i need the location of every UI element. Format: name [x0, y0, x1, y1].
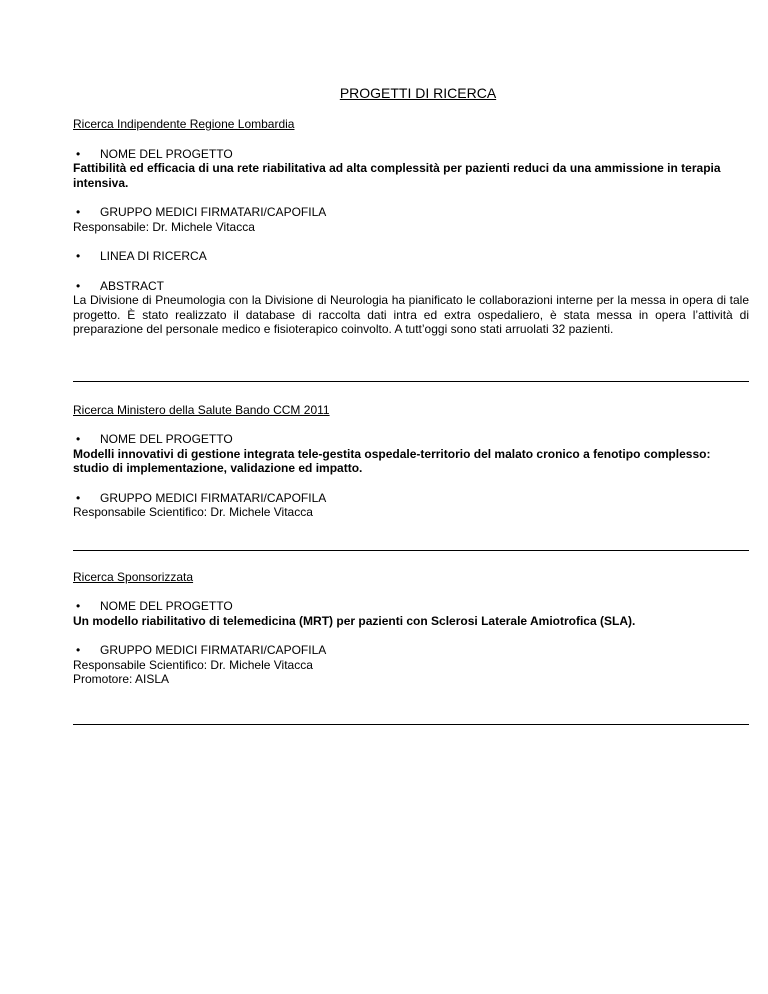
responsible-text: Responsabile: Dr. Michele Vitacca	[73, 219, 255, 234]
abstract-label: ABSTRACT	[100, 278, 165, 293]
section-heading: Ricerca Sponsorizzata	[73, 569, 194, 584]
group-label: GRUPPO MEDICI FIRMATARI/CAPOFILA	[100, 643, 327, 657]
bullet-icon: •	[76, 249, 81, 263]
group-label-row	[73, 643, 749, 658]
group-label: GRUPPO MEDICI FIRMATARI/CAPOFILA	[100, 205, 327, 219]
section-divider	[73, 724, 749, 725]
research-line-label: LINEA DI RICERCA	[100, 249, 207, 263]
project-name-label: NOME DEL PROGETTO	[100, 432, 233, 446]
abstract-text: La Divisione di Pneumologia con la Divisione di Neurologia ha pianificato le collaborazioni interne per la messa in opera di tale progetto. È stato realizzato il database di raccolta dati intra ed extra ospedaliero, è stata messa in opera l’attività di preparazione del personale medico e fisioterapico coinvolto. A tutt’oggi sono stati arruolati 32 pazienti.	[73, 293, 749, 336]
bullet-icon: •	[76, 146, 81, 161]
project-name-label: NOME DEL PROGETTO	[100, 599, 233, 613]
project-name-label-row	[73, 147, 749, 162]
section-heading: Ricerca Indipendente Regione Lombardia	[73, 117, 295, 131]
section-sponsorizzata	[73, 570, 749, 725]
bullet-icon: •	[76, 205, 81, 219]
project-name-label-row	[73, 432, 749, 447]
responsible-text: Responsabile Scientifico: Dr. Michele Vitacca	[73, 657, 313, 672]
project-name: Un modello riabilitativo di telemedicina (MRT) per pazienti con Sclerosi Laterale Amiotrofica (SLA).	[73, 613, 636, 628]
bullet-icon: •	[76, 490, 81, 505]
project-name-label: NOME DEL PROGETTO	[100, 146, 233, 161]
section-divider	[73, 381, 749, 382]
group-label: GRUPPO MEDICI FIRMATARI/CAPOFILA	[100, 490, 327, 505]
project-name: Modelli innovativi di gestione integrata tele-gestita ospedale-territorio del malato cronico a fenotipo complesso: studio di implementazione, validazione ed impatto.	[73, 446, 711, 475]
bullet-icon: •	[76, 643, 81, 657]
project-name: Fattibilità ed efficacia di una rete riabilitativa ad alta complessità per pazienti reduci da una ammissione in terapia intensiva.	[73, 161, 721, 190]
section-divider	[73, 550, 749, 551]
bullet-icon: •	[76, 432, 81, 446]
abstract-label-row	[73, 279, 749, 294]
group-label-row	[73, 205, 749, 220]
page-title: PROGETTI DI RICERCA	[339, 85, 497, 101]
section-heading: Ricerca Ministero della Salute Bando CCM 2011	[73, 402, 330, 417]
section-ministero-salute	[73, 403, 749, 551]
group-label-row	[73, 491, 749, 506]
responsible-text: Responsabile Scientifico: Dr. Michele Vitacca	[73, 505, 313, 519]
research-line-label-row	[73, 249, 749, 264]
bullet-icon: •	[76, 278, 81, 293]
project-name-label-row	[73, 599, 749, 614]
section-regione-lombardia	[73, 117, 749, 382]
promoter-text: Promotore: AISLA	[73, 672, 170, 686]
document-page	[73, 84, 749, 725]
bullet-icon: •	[76, 599, 81, 613]
